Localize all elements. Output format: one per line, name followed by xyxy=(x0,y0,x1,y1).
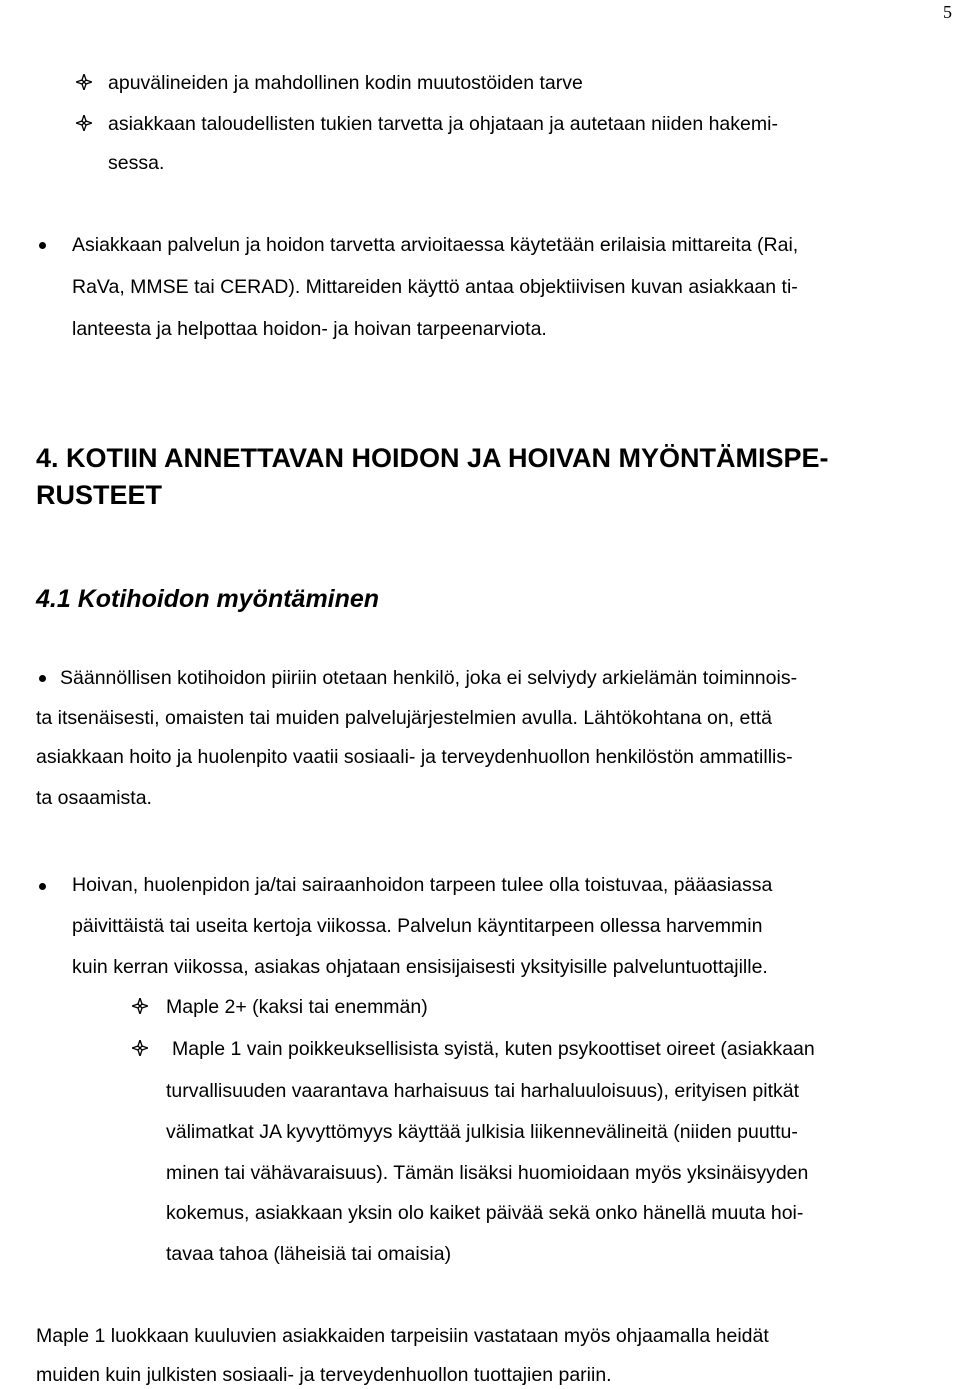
subsection-heading: 4.1 Kotihoidon myöntäminen xyxy=(36,585,380,613)
bullet-dot-icon xyxy=(39,883,46,890)
paragraph-line: Säännöllisen kotihoidon piiriin otetaan henkilö, joka ei selviydy arkielämän toiminnois- xyxy=(60,667,798,689)
bullet-dot-icon xyxy=(39,242,46,249)
maple-bullet-text: minen tai vähävaraisuus). Tämän lisäksi huomioidaan myös yksinäisyyden xyxy=(166,1162,809,1184)
section-heading: RUSTEET xyxy=(36,480,163,510)
bullet-text: apuvälineiden ja mahdollinen kodin muutostöiden tarve xyxy=(108,72,583,94)
bullet-text: sessa. xyxy=(108,152,165,174)
maple-bullet-text: turvallisuuden vaarantava harhaisuus tai harhaluuloisuus), erityisen pitkät xyxy=(166,1080,800,1102)
paragraph-line: kuin kerran viikossa, asiakas ohjataan ensisijaisesti yksityisille palveluntuottajille. xyxy=(72,956,768,978)
paragraph-line: ta itsenäisesti, omaisten tai muiden palvelujärjestelmien avulla. Lähtökohtana on, että xyxy=(36,707,773,729)
paragraph-line: lanteesta ja helpottaa hoidon- ja hoivan tarpeenarviota. xyxy=(72,318,547,340)
diamond-bullet-icon xyxy=(76,115,92,131)
bullet-text: asiakkaan taloudellisten tukien tarvetta ja ohjataan ja autetaan niiden hakemi- xyxy=(108,113,778,135)
diamond-bullet-icon xyxy=(132,998,148,1014)
maple-bullet-text: Maple 2+ (kaksi tai enemmän) xyxy=(166,996,428,1018)
page-number: 5 xyxy=(943,2,952,22)
section-heading: 4. KOTIIN ANNETTAVAN HOIDON JA HOIVAN MYÖNTÄMISPE- xyxy=(36,443,829,473)
diamond-bullet-icon xyxy=(76,74,92,90)
paragraph-line: Asiakkaan palvelun ja hoidon tarvetta arvioitaessa käytetään erilaisia mittareita (Rai, xyxy=(72,234,799,256)
paragraph-line: päivittäistä tai useita kertoja viikossa. Palvelun käyntitarpeen ollessa harvemmin xyxy=(72,915,763,937)
maple-bullet-text: välimatkat JA kyvyttömyys käyttää julkisia liikennevälineitä (niiden puuttu- xyxy=(166,1121,798,1143)
maple-bullet-text: kokemus, asiakkaan yksin olo kaiket päivää sekä onko hänellä muuta hoi- xyxy=(166,1202,804,1224)
bullet-dot-icon xyxy=(39,675,46,682)
paragraph-line: RaVa, MMSE tai CERAD). Mittareiden käyttö antaa objektiivisen kuvan asiakkaan ti- xyxy=(72,276,798,298)
maple-bullet-text: Maple 1 vain poikkeuksellisista syistä, kuten psykoottiset oireet (asiakkaan xyxy=(172,1038,815,1060)
paragraph-line: muiden kuin julkisten sosiaali- ja terveydenhuollon tuottajien pariin. xyxy=(36,1364,612,1386)
diamond-bullet-icon xyxy=(132,1040,148,1056)
maple-bullet-text: tavaa tahoa (läheisiä tai omaisia) xyxy=(166,1243,452,1265)
paragraph-line: Hoivan, huolenpidon ja/tai sairaanhoidon tarpeen tulee olla toistuvaa, pääasiassa xyxy=(72,874,773,896)
paragraph-line: Maple 1 luokkaan kuuluvien asiakkaiden tarpeisiin vastataan myös ohjaamalla heidät xyxy=(36,1325,769,1347)
paragraph-line: ta osaamista. xyxy=(36,787,152,809)
paragraph-line: asiakkaan hoito ja huolenpito vaatii sosiaali- ja terveydenhuollon henkilöstön ammatillis- xyxy=(36,746,793,768)
